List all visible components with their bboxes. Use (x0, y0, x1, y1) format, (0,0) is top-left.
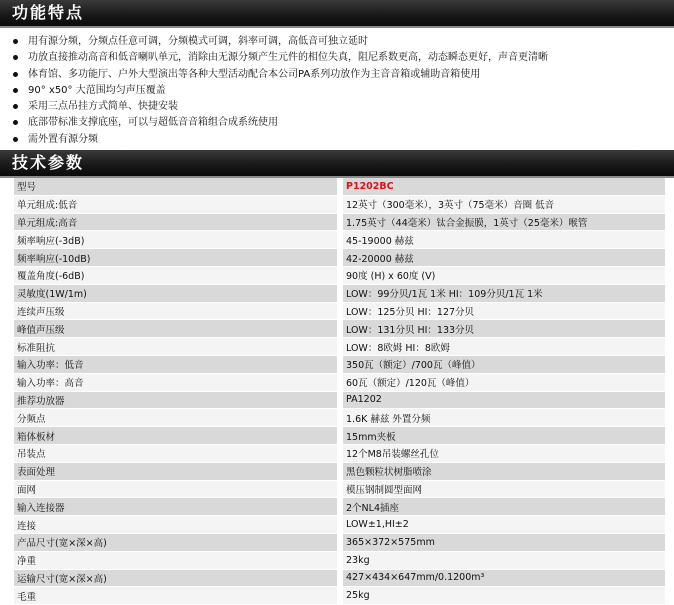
bullet-icon (13, 88, 18, 93)
spec-label: 输入功率：低音 (14, 355, 337, 373)
spec-label: 箱体板材 (14, 427, 337, 445)
spec-row (14, 409, 665, 427)
spec-value: 25kg (343, 587, 665, 605)
feature-item (0, 132, 674, 148)
spec-value: 1.6K 赫兹 外置分频 (343, 409, 665, 427)
feature-text: 功放直接推动高音和低音喇叭单元，消除由无源分频产生元件的相位失真，阻尼系数更高，动态瞬态更好，声音更清晰 (28, 52, 548, 64)
feature-item (0, 99, 674, 115)
spec-label: 产品尺寸(宽×深×高) (14, 533, 337, 551)
spec-value: LOW：8欧姆 HI：8欧姆 (343, 338, 665, 356)
spec-value: 90度 (H) x 60度 (V) (343, 266, 665, 284)
spec-value: 427×434×647mm/0.1200m³ (343, 569, 665, 587)
bullet-icon (13, 104, 18, 109)
spec-value: 模压钢制圆型面网 (343, 480, 665, 498)
spec-row (14, 373, 665, 391)
spec-label: 连接 (14, 516, 337, 534)
spec-value: 45-19000 赫兹 (343, 231, 665, 249)
spec-row-model (14, 178, 665, 195)
spec-row (14, 462, 665, 480)
spec-value: 2个NL4插座 (343, 498, 665, 516)
spec-row (14, 195, 665, 213)
spec-row (14, 551, 665, 569)
spec-row (14, 231, 665, 249)
spec-label: 净重 (14, 551, 337, 569)
feature-item (0, 50, 674, 66)
spec-row (14, 355, 665, 373)
spec-row (14, 444, 665, 462)
bullet-icon (13, 55, 18, 60)
specs-title: 技术参数 (12, 153, 85, 172)
specs-table (14, 178, 665, 605)
spec-label: 面网 (14, 480, 337, 498)
spec-label: 型号 (14, 178, 337, 195)
spec-label: 推荐功放器 (14, 391, 337, 409)
spec-value: 42-20000 赫兹 (343, 249, 665, 267)
features-title: 功能特点 (12, 3, 85, 22)
spec-row (14, 284, 665, 302)
spec-label: 连续声压级 (14, 302, 337, 320)
feature-text: 体育馆、多功能厅、户外大型演出等各种大型活动配合本公司PA系列功放作为主音音箱或辅助音箱使用 (28, 68, 481, 80)
spec-value: LOW：125分贝 HI：127分贝 (343, 302, 665, 320)
features-header (0, 0, 674, 26)
feature-item (0, 83, 674, 99)
spec-row (14, 516, 665, 534)
spec-value: 15mm夹板 (343, 427, 665, 445)
spec-value: 黑色颗粒状树脂喷涂 (343, 462, 665, 480)
model-number: P1202BC (343, 178, 665, 195)
spec-row (14, 213, 665, 231)
spec-label: 分频点 (14, 409, 337, 427)
spec-value: LOW±1,HI±2 (343, 516, 665, 534)
spec-row (14, 249, 665, 267)
bullet-icon (13, 120, 18, 125)
spec-label: 峰值声压级 (14, 320, 337, 338)
features-list (0, 34, 674, 148)
feature-text: 需外置有源分频 (28, 133, 98, 145)
feature-text: 底部带标准支撑底座，可以与超低音音箱组合成系统使用 (28, 117, 278, 129)
feature-item (0, 67, 674, 83)
spec-row (14, 569, 665, 587)
spec-label: 频率响应(-10dB) (14, 249, 337, 267)
spec-value: PA1202 (343, 391, 665, 409)
spec-label: 单元组成:低音 (14, 195, 337, 213)
spec-value: 23kg (343, 551, 665, 569)
spec-label: 输入功率：高音 (14, 373, 337, 391)
spec-label: 表面处理 (14, 462, 337, 480)
spec-label: 标准阻抗 (14, 338, 337, 356)
spec-value: LOW：99分贝/1瓦 1米 HI：109分贝/1瓦 1米 (343, 284, 665, 302)
spec-value: 12英寸（300毫米），3英寸（75毫米）音圈 低音 (343, 195, 665, 213)
specs-header (0, 150, 674, 176)
spec-value: 365×372×575mm (343, 533, 665, 551)
spec-row (14, 480, 665, 498)
spec-label: 输入连接器 (14, 498, 337, 516)
spec-row (14, 533, 665, 551)
spec-label: 覆盖角度(-6dB) (14, 266, 337, 284)
spec-row (14, 587, 665, 605)
spec-value: LOW：131分贝 HI：133分贝 (343, 320, 665, 338)
spec-value: 12个M8吊装螺丝孔位 (343, 444, 665, 462)
feature-text: 用有源分频，分频点任意可调，分频模式可调，斜率可调，高低音可独立延时 (28, 36, 368, 47)
spec-row (14, 427, 665, 445)
bullet-icon (13, 137, 18, 142)
spec-row (14, 498, 665, 516)
feature-text: 90° x50° 大范围均匀声压覆盖 (28, 84, 166, 96)
features-header-divider (0, 26, 674, 28)
spec-row (14, 391, 665, 409)
spec-value: 1.75英寸（44毫米）钛合金振膜，1英寸（25毫米）喉管 (343, 213, 665, 231)
feature-item (0, 115, 674, 131)
spec-label: 吊装点 (14, 444, 337, 462)
spec-label: 运输尺寸(宽×深×高) (14, 569, 337, 587)
feature-item (0, 34, 674, 50)
bullet-icon (13, 72, 18, 77)
spec-row (14, 320, 665, 338)
spec-label: 灵敏度(1W/1m) (14, 284, 337, 302)
spec-label: 频率响应(-3dB) (14, 231, 337, 249)
bullet-icon (13, 39, 18, 44)
feature-text: 采用三点吊挂方式简单、快捷安装 (28, 101, 178, 113)
spec-row (14, 266, 665, 284)
spec-label: 单元组成:高音 (14, 213, 337, 231)
spec-label: 毛重 (14, 587, 337, 605)
spec-row (14, 302, 665, 320)
spec-row (14, 338, 665, 356)
spec-value: 60瓦（额定）/120瓦（峰值） (343, 373, 665, 391)
spec-value: 350瓦（额定）/700瓦（峰值） (343, 355, 665, 373)
